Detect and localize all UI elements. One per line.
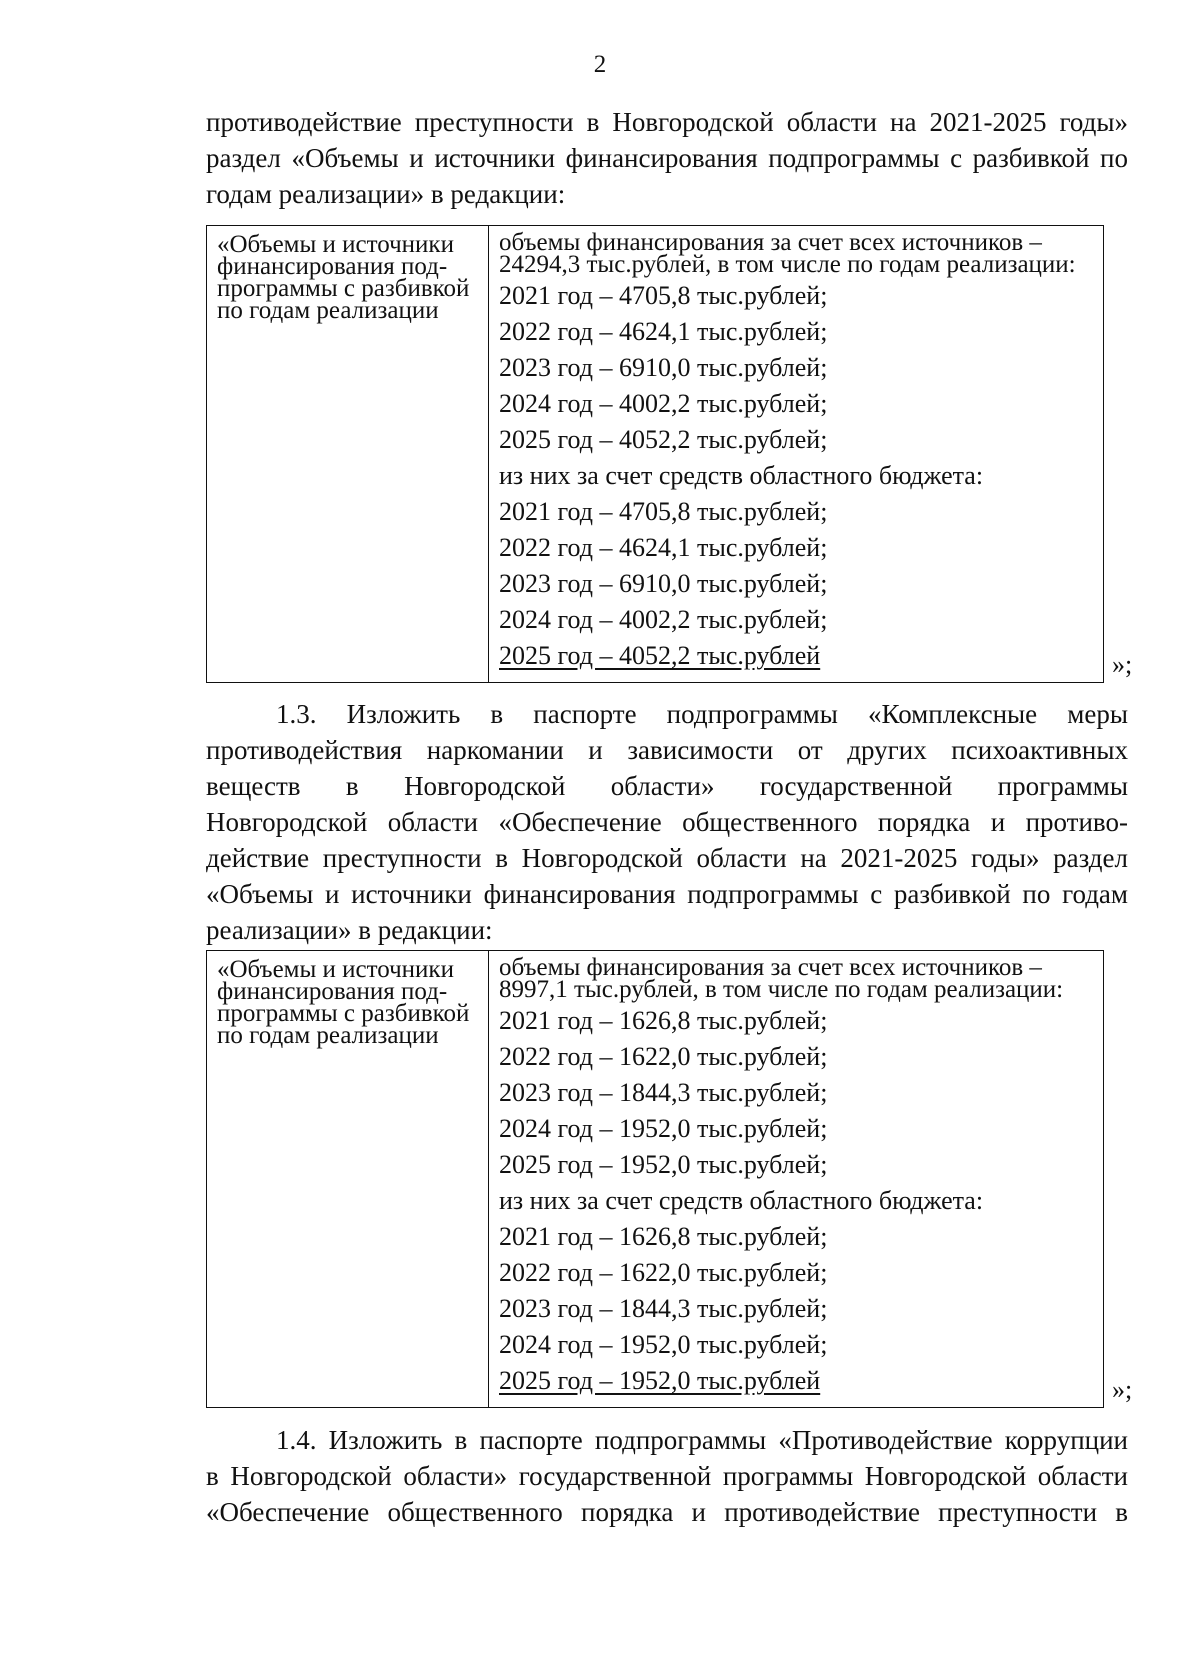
- label-line: по годам реализации: [217, 1022, 439, 1049]
- table-2-closing: »;: [1112, 1375, 1133, 1404]
- table-2-value-cell: [489, 951, 1103, 1407]
- table-1-closing: »;: [1112, 650, 1133, 679]
- table-row: 2024 год – 4002,2 тыс.рублей;: [499, 389, 828, 418]
- table-row: из них за счет средств областного бюджета:: [499, 461, 984, 490]
- table-row: 2025 год – 1952,0 тыс.рублей: [499, 1366, 821, 1395]
- section-1-3-paragraph: [206, 696, 1128, 948]
- table-1-header: [499, 229, 1103, 278]
- table-row: 2021 год – 1626,8 тыс.рублей;: [499, 1006, 828, 1035]
- table-row: 2024 год – 1952,0 тыс.рублей;: [499, 1114, 828, 1143]
- label-line: по годам реализации: [217, 297, 439, 324]
- label-line: финансирования под-: [217, 978, 448, 1005]
- header-line: 24294,3 тыс.рублей, в том числе по годам реализации:: [499, 251, 1076, 278]
- label-line: «Объемы и источники: [217, 956, 454, 983]
- header-line: 8997,1 тыс.рублей, в том числе по годам реализации:: [499, 976, 1064, 1003]
- table-row: 2024 год – 4002,2 тыс.рублей;: [499, 605, 828, 634]
- section-line: действие преступности в Новгородской области на 2021-2025 годы» раздел: [206, 843, 1128, 873]
- table-row: 2023 год – 1844,3 тыс.рублей;: [499, 1078, 828, 1107]
- table-row: 2023 год – 1844,3 тыс.рублей;: [499, 1294, 828, 1323]
- financing-table-1: [206, 225, 1104, 683]
- table-row: 2021 год – 4705,8 тыс.рублей;: [499, 497, 828, 526]
- section-line: «Объемы и источники финансирования подпрограммы с разбивкой по годам: [206, 879, 1128, 909]
- label-line: финансирования под-: [217, 253, 448, 280]
- table-row: 2022 год – 4624,1 тыс.рублей;: [499, 317, 828, 346]
- table-row: 2023 год – 6910,0 тыс.рублей;: [499, 353, 828, 382]
- section-line: в Новгородской области» государственной программы Новгородской области: [206, 1461, 1128, 1491]
- section-1-4-paragraph: [206, 1422, 1128, 1530]
- table-row: 2021 год – 4705,8 тыс.рублей;: [499, 281, 828, 310]
- table-row: 2024 год – 1952,0 тыс.рублей;: [499, 1330, 828, 1359]
- intro-paragraph: [206, 104, 1128, 212]
- table-row: 2025 год – 1952,0 тыс.рублей;: [499, 1150, 828, 1179]
- table-row: 2023 год – 6910,0 тыс.рублей;: [499, 569, 828, 598]
- table-row: 2025 год – 4052,2 тыс.рублей: [499, 641, 821, 670]
- intro-line: годам реализации» в редакции:: [206, 179, 566, 209]
- label-line: «Объемы и источники: [217, 231, 454, 258]
- section-line: Новгородской области «Обеспечение общественного порядка и противо-: [206, 807, 1128, 837]
- section-line: 1.4. Изложить в паспорте подпрограммы «Противодействие коррупции: [276, 1425, 1128, 1455]
- header-line: объемы финансирования за счет всех источников –: [499, 954, 1042, 981]
- table-row: 2022 год – 1622,0 тыс.рублей;: [499, 1258, 828, 1287]
- intro-line: раздел «Объемы и источники финансирования подпрограммы с разбивкой по: [206, 143, 1128, 173]
- header-line: объемы финансирования за счет всех источников –: [499, 229, 1042, 256]
- financing-table-2: [206, 950, 1104, 1408]
- table-1-value-cell: [489, 226, 1103, 682]
- table-2-header: [499, 954, 1103, 1003]
- section-line: веществ в Новгородской области» государственной программы: [206, 771, 1128, 801]
- label-line: программы с разбивкой: [217, 275, 470, 302]
- intro-line: противодействие преступности в Новгородской области на 2021-2025 годы»: [206, 107, 1128, 137]
- section-line: реализации» в редакции:: [206, 915, 493, 945]
- label-line: программы с разбивкой: [217, 1000, 470, 1027]
- section-line: «Обеспечение общественного порядка и противодействие преступности в: [206, 1497, 1128, 1527]
- table-2-label-cell: [207, 951, 489, 1407]
- table-row: из них за счет средств областного бюджета:: [499, 1186, 984, 1215]
- table-row: 2021 год – 1626,8 тыс.рублей;: [499, 1222, 828, 1251]
- table-row: 2025 год – 4052,2 тыс.рублей;: [499, 425, 828, 454]
- section-line: 1.3. Изложить в паспорте подпрограммы «Комплексные меры: [276, 699, 1128, 729]
- table-1-label-cell: [207, 226, 489, 682]
- table-row: 2022 год – 1622,0 тыс.рублей;: [499, 1042, 828, 1071]
- table-row: 2022 год – 4624,1 тыс.рублей;: [499, 533, 828, 562]
- section-line: противодействия наркомании и зависимости от других психоактивных: [206, 735, 1128, 765]
- page-number: 2: [593, 51, 607, 78]
